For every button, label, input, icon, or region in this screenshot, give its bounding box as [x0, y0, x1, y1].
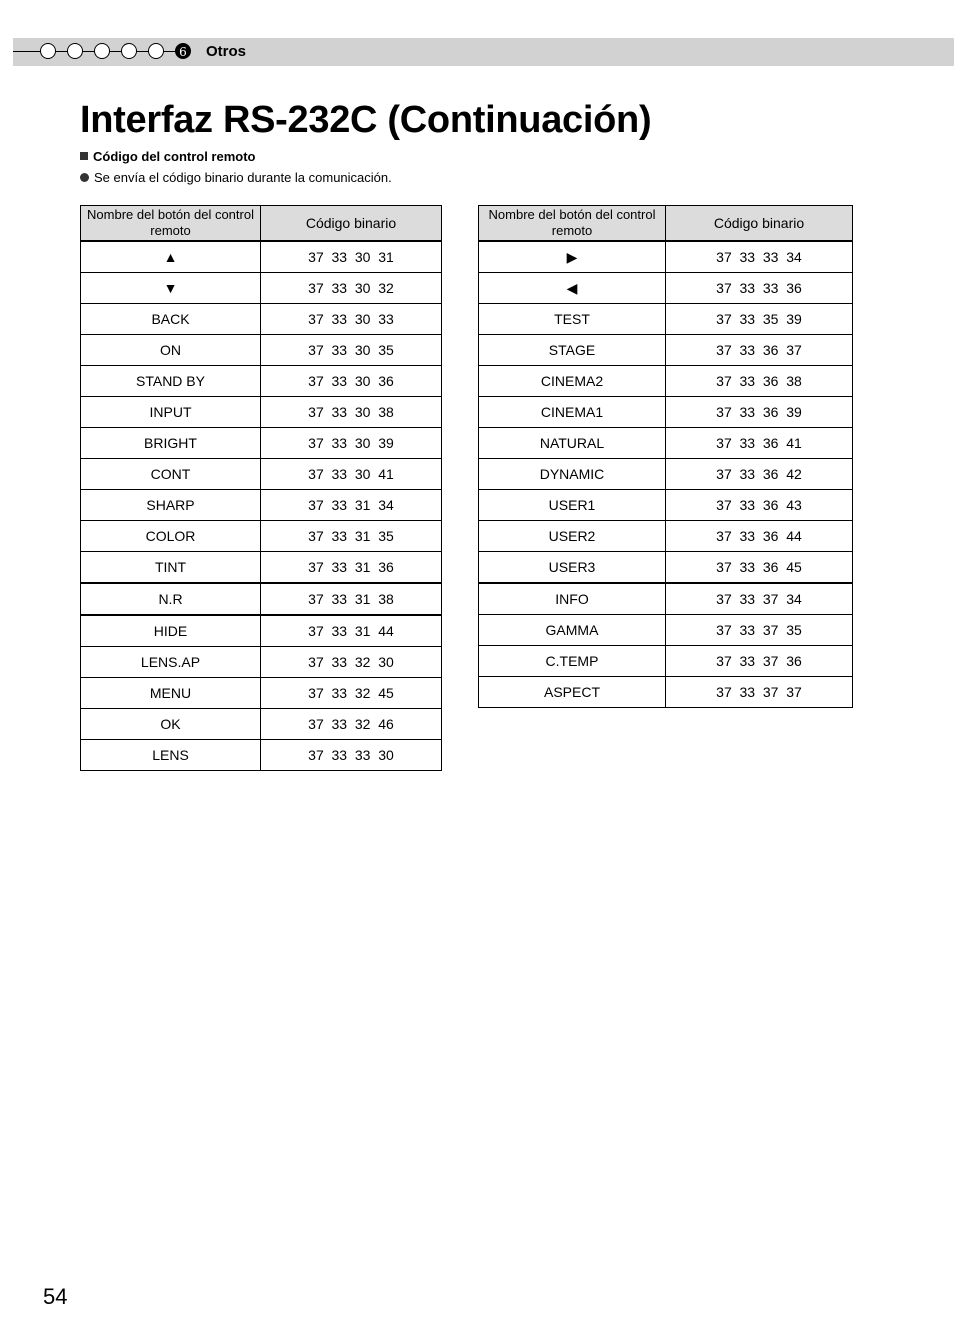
table-row	[81, 740, 442, 771]
button-name-cell: CINEMA1	[479, 397, 666, 428]
table-body	[81, 241, 442, 771]
table-row	[479, 677, 853, 708]
binary-code-cell: 37 33 30 31	[261, 241, 442, 273]
button-name-cell: COLOR	[81, 521, 261, 552]
note-text: Se envía el código binario durante la comunicación.	[94, 170, 392, 185]
table-row	[479, 521, 853, 552]
binary-code-cell: 37 33 36 44	[666, 521, 853, 552]
button-name-cell: GAMMA	[479, 615, 666, 646]
step-circle-icon	[94, 43, 110, 59]
button-name-cell: C.TEMP	[479, 646, 666, 677]
table-row	[81, 490, 442, 521]
table-row	[479, 335, 853, 366]
button-name-cell: CONT	[81, 459, 261, 490]
round-bullet-icon	[80, 173, 89, 182]
table-body	[479, 241, 853, 708]
binary-code-cell: 37 33 30 32	[261, 273, 442, 304]
button-name-cell: ▶	[479, 241, 666, 273]
button-name-cell: LENS.AP	[81, 647, 261, 678]
binary-code-cell: 37 33 32 46	[261, 709, 442, 740]
binary-code-cell: 37 33 35 39	[666, 304, 853, 335]
binary-code-cell: 37 33 37 37	[666, 677, 853, 708]
button-name-cell: TINT	[81, 552, 261, 584]
binary-code-cell: 37 33 33 30	[261, 740, 442, 771]
step-circle-icon	[40, 43, 56, 59]
table-row	[479, 459, 853, 490]
step-circle-icon	[121, 43, 137, 59]
table-header-row	[479, 206, 853, 242]
button-name-cell: STAND BY	[81, 366, 261, 397]
binary-code-cell: 37 33 30 41	[261, 459, 442, 490]
section-label: Otros	[206, 43, 247, 60]
binary-code-cell: 37 33 32 30	[261, 647, 442, 678]
binary-code-cell: 37 33 36 38	[666, 366, 853, 397]
section-heading	[80, 149, 256, 165]
active-step-circle-icon: 6	[175, 43, 191, 59]
button-name-header: Nombre del botón del control remoto	[479, 206, 666, 242]
table-row	[479, 366, 853, 397]
button-name-cell: MENU	[81, 678, 261, 709]
button-name-cell: HIDE	[81, 615, 261, 647]
button-name-cell: USER3	[479, 552, 666, 584]
table-row	[81, 678, 442, 709]
table-row	[81, 241, 442, 273]
button-name-cell: NATURAL	[479, 428, 666, 459]
table-row	[81, 615, 442, 647]
button-name-cell: BACK	[81, 304, 261, 335]
binary-code-cell: 37 33 30 39	[261, 428, 442, 459]
table-row	[81, 366, 442, 397]
binary-code-cell: 37 33 36 41	[666, 428, 853, 459]
binary-code-cell: 37 33 37 36	[666, 646, 853, 677]
button-name-cell: ◀	[479, 273, 666, 304]
binary-code-cell: 37 33 30 33	[261, 304, 442, 335]
button-name-header: Nombre del botón del control remoto	[81, 206, 261, 242]
button-name-cell: SHARP	[81, 490, 261, 521]
button-name-cell: N.R	[81, 583, 261, 615]
table-row	[81, 273, 442, 304]
table-row	[81, 428, 442, 459]
table-row	[479, 552, 853, 584]
table-row	[81, 647, 442, 678]
table-row	[81, 521, 442, 552]
binary-code-header: Código binario	[261, 206, 442, 242]
binary-code-cell: 37 33 30 38	[261, 397, 442, 428]
table-row	[479, 304, 853, 335]
binary-code-cell: 37 33 33 36	[666, 273, 853, 304]
table-row	[479, 583, 853, 615]
binary-code-cell: 37 33 37 35	[666, 615, 853, 646]
table-row	[81, 397, 442, 428]
binary-code-cell: 37 33 31 36	[261, 552, 442, 584]
binary-code-cell: 37 33 32 45	[261, 678, 442, 709]
table-row	[479, 615, 853, 646]
binary-code-cell: 37 33 36 37	[666, 335, 853, 366]
table-row	[81, 552, 442, 584]
binary-code-cell: 37 33 33 34	[666, 241, 853, 273]
button-name-cell: ON	[81, 335, 261, 366]
page-title: Interfaz RS-232C (Continuación)	[80, 99, 652, 141]
section-heading-text: Código del control remoto	[93, 149, 256, 164]
step-circle-icon	[148, 43, 164, 59]
section-header-bar	[13, 38, 954, 66]
table-row	[479, 241, 853, 273]
table-row	[81, 304, 442, 335]
binary-code-cell: 37 33 36 39	[666, 397, 853, 428]
button-name-cell: INPUT	[81, 397, 261, 428]
table-row	[479, 646, 853, 677]
step-circle-icon	[67, 43, 83, 59]
button-name-cell: USER2	[479, 521, 666, 552]
binary-code-cell: 37 33 30 35	[261, 335, 442, 366]
binary-code-cell: 37 33 31 35	[261, 521, 442, 552]
button-name-cell: USER1	[479, 490, 666, 521]
binary-code-header: Código binario	[666, 206, 853, 242]
page-number: 54	[43, 1284, 68, 1309]
button-name-cell: INFO	[479, 583, 666, 615]
table-row	[479, 490, 853, 521]
square-bullet-icon	[80, 152, 88, 160]
button-name-cell: LENS	[81, 740, 261, 771]
binary-code-cell: 37 33 31 38	[261, 583, 442, 615]
binary-code-cell: 37 33 36 43	[666, 490, 853, 521]
table-row	[479, 273, 853, 304]
table-row	[81, 459, 442, 490]
binary-code-cell: 37 33 36 42	[666, 459, 853, 490]
button-name-cell: ▲	[81, 241, 261, 273]
table-row	[479, 397, 853, 428]
button-name-cell: BRIGHT	[81, 428, 261, 459]
binary-code-cell: 37 33 36 45	[666, 552, 853, 584]
remote-code-table-right	[478, 205, 853, 708]
button-name-cell: CINEMA2	[479, 366, 666, 397]
button-name-cell: DYNAMIC	[479, 459, 666, 490]
table-header-row	[81, 206, 442, 242]
table-row	[81, 583, 442, 615]
button-name-cell: ▼	[81, 273, 261, 304]
button-name-cell: ASPECT	[479, 677, 666, 708]
table-row	[81, 335, 442, 366]
button-name-cell: OK	[81, 709, 261, 740]
binary-code-cell: 37 33 30 36	[261, 366, 442, 397]
binary-code-cell: 37 33 37 34	[666, 583, 853, 615]
remote-code-table-left	[80, 205, 442, 771]
button-name-cell: STAGE	[479, 335, 666, 366]
table-row	[81, 709, 442, 740]
note	[80, 170, 392, 186]
binary-code-cell: 37 33 31 34	[261, 490, 442, 521]
table-row	[479, 428, 853, 459]
binary-code-cell: 37 33 31 44	[261, 615, 442, 647]
button-name-cell: TEST	[479, 304, 666, 335]
